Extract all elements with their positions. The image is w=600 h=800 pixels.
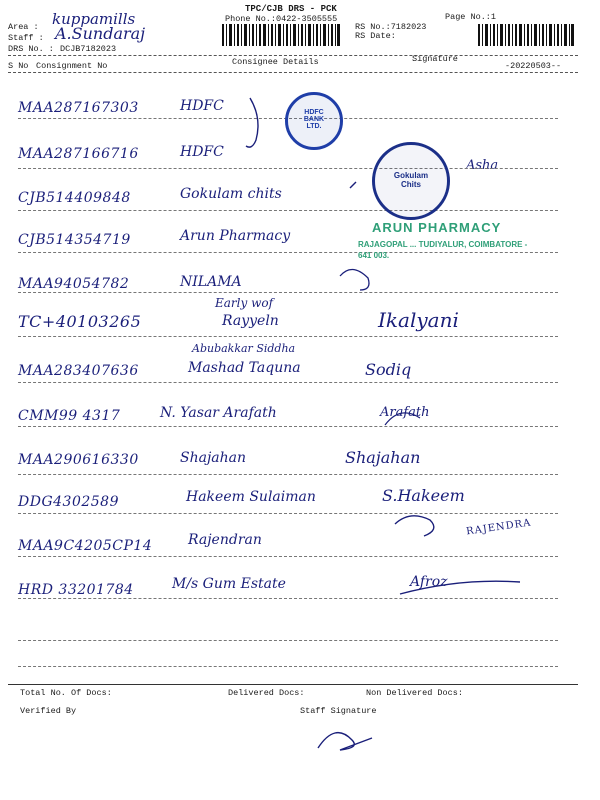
row-6-signature: Ikalyani	[378, 308, 459, 332]
verified-by-label: Verified By	[20, 706, 77, 716]
phone-number: Phone No.:0422-3505555	[225, 14, 338, 24]
empty-line-2	[18, 666, 558, 667]
row-12-consignee: M/s Gum Estate	[172, 576, 286, 592]
hdfc-stamp	[285, 92, 343, 150]
rs-date: RS Date:	[355, 31, 396, 41]
row-6-consignee-note: Early wof	[215, 296, 274, 310]
non-delivered-docs-label: Non Delivered Docs:	[366, 688, 463, 698]
barcode-left	[222, 24, 340, 46]
column-signature: Signature	[412, 54, 458, 64]
row-6-consignment: TC+40103265	[18, 312, 142, 331]
row-12-line	[18, 598, 558, 599]
row-7-consignee: Mashad Taquna	[188, 360, 301, 376]
gokulam-stamp	[372, 142, 450, 220]
barcode-right	[478, 24, 574, 46]
row-10-line	[18, 513, 558, 514]
row-3-line	[18, 210, 558, 211]
row-6-consignee: Rayyeln	[222, 313, 279, 329]
row-3-consignment: CJB514409848	[18, 190, 131, 206]
row-3-consignee: Gokulam chits	[180, 186, 282, 202]
staff-signature-label: Staff Signature	[300, 706, 377, 716]
document-title: TPC/CJB DRS - PCK	[245, 4, 337, 14]
footer-divider	[8, 684, 578, 686]
row-9-consignment: MAA290616330	[18, 452, 139, 468]
arun-pharmacy-stamp	[358, 220, 536, 278]
arun-stamp-name: ARUN PHARMACY	[372, 220, 502, 235]
row-11-consignment: MAA9C4205CP14	[18, 538, 153, 554]
arun-stamp-address: RAJAGOPAL ... TUDIYALUR, COIMBATORE - 641 003.	[358, 240, 528, 260]
row-5-line	[18, 292, 558, 293]
row-10-signature: S.Hakeem	[382, 486, 465, 505]
column-sno: S No	[8, 61, 29, 71]
row-12-consignment: HRD 33201784	[18, 582, 134, 598]
row-12-signature: Afroz	[410, 574, 448, 590]
row-4-consignment: CJB514354719	[18, 232, 131, 248]
row-1-consignment: MAA287167303	[18, 100, 139, 116]
area-value: kuppamills	[52, 10, 136, 28]
row-2-consignment: MAA287166716	[18, 146, 139, 162]
row-2-consignee: HDFC	[180, 144, 224, 160]
page-number: Page No.:1	[445, 12, 497, 22]
column-consignee: Consignee Details	[232, 57, 319, 67]
rs-number: RS No.:7182023	[355, 22, 427, 32]
row-2-line	[18, 168, 558, 169]
total-docs-label: Total No. Of Docs:	[20, 688, 112, 698]
column-date: -20220503--	[505, 61, 562, 71]
row-8-consignee: N. Yasar Arafath	[160, 405, 277, 421]
row-8-signature: Arafath	[380, 405, 430, 420]
row-7-signature: Sodiq	[365, 360, 412, 379]
row-8-consignment: CMM99 4317	[18, 408, 121, 424]
row-1-consignee: HDFC	[180, 98, 224, 114]
hdfc-stamp-text: HDFC BANK LTD.	[303, 109, 325, 130]
row-7-consignment: MAA283407636	[18, 363, 139, 379]
row-7-line	[18, 382, 558, 383]
row-11-consignee: Rajendran	[188, 532, 262, 548]
empty-line-1	[18, 640, 558, 641]
staff-value: A.Sundaraj	[55, 24, 146, 43]
row-2-signature: Asha	[466, 158, 499, 173]
column-consignment: Consignment No	[36, 61, 108, 71]
row-9-consignee: Shajahan	[180, 450, 247, 466]
drs-value: DCJB7182023	[60, 44, 117, 54]
row-8-line	[18, 426, 558, 427]
row-9-signature: Shajahan	[345, 448, 421, 467]
gokulam-stamp-text: Gokulam Chits	[393, 171, 429, 189]
drs-label: DRS No. :	[8, 44, 54, 54]
delivered-docs-label: Delivered Docs:	[228, 688, 305, 698]
row-6-line	[18, 336, 558, 337]
row-5-consignee: NILAMA	[180, 274, 242, 290]
row-5-consignment: MAA94054782	[18, 276, 130, 292]
staff-label: Staff :	[8, 33, 44, 43]
row-10-consignee: Hakeem Sulaiman	[186, 489, 316, 505]
row-9-line	[18, 474, 558, 475]
area-label: Area :	[8, 22, 39, 32]
row-7-consignee-note: Abubakkar Siddha	[192, 342, 296, 355]
column-divider	[8, 72, 578, 74]
row-10-consignment: DDG4302589	[18, 494, 119, 510]
row-11-line	[18, 556, 558, 557]
row-4-consignee: Arun Pharmacy	[180, 228, 291, 244]
row-11-signature: RAJENDRA	[465, 517, 533, 538]
